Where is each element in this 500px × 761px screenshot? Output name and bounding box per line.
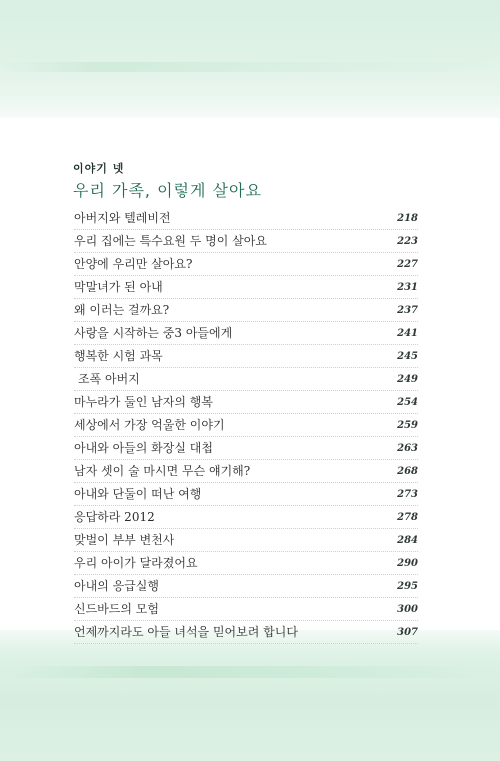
toc-entry-title: 신드바드의 모험 — [74, 601, 159, 616]
toc-entry-page: 307 — [397, 626, 418, 638]
toc-entry-title: 아버지와 텔레비전 — [74, 210, 171, 225]
toc-entry-title: 마누라가 둘인 남자의 행복 — [74, 394, 213, 409]
toc-entry-page: 227 — [397, 258, 418, 270]
toc-entry-title: 행복한 시험 과목 — [74, 348, 163, 363]
toc-entry-page: 218 — [397, 212, 418, 224]
toc-entry-page: 223 — [397, 235, 418, 247]
chapter-title: 우리 가족, 이렇게 살아요 — [73, 181, 262, 200]
toc-entry-page: 290 — [397, 557, 418, 569]
toc-entry[interactable] — [74, 368, 418, 391]
toc-entry[interactable] — [74, 414, 418, 437]
toc-entry-page: 241 — [397, 327, 418, 339]
toc-entry-title: 왜 이러는 걸까요? — [74, 302, 170, 317]
toc-entry-title: 언제까지라도 아들 녀석을 믿어보려 합니다 — [74, 624, 298, 639]
toc-entry[interactable] — [74, 207, 418, 230]
toc-entry[interactable] — [74, 506, 418, 529]
toc-entry-page: 295 — [397, 580, 418, 592]
toc-entry-title: 응답하라 2012 — [74, 509, 155, 524]
toc-entry[interactable] — [74, 552, 418, 575]
toc-entry-title: 맞벌이 부부 변천사 — [74, 532, 175, 547]
toc-entry-title: 막말녀가 된 아내 — [74, 279, 163, 294]
toc-entry[interactable] — [74, 575, 418, 598]
toc-entry[interactable] — [74, 322, 418, 345]
toc-entry-page: 278 — [397, 511, 418, 523]
bottom-decorative-band — [0, 630, 500, 761]
toc-entry[interactable] — [74, 253, 418, 276]
toc-entry-title: 우리 집에는 특수요원 두 명이 살아요 — [74, 233, 267, 248]
toc-entry-title: 우리 아이가 달라졌어요 — [74, 555, 198, 570]
toc-entry[interactable] — [74, 276, 418, 299]
toc-entry-page: 263 — [397, 442, 418, 454]
toc-entry[interactable] — [74, 299, 418, 322]
toc-entry-title: 남자 셋이 술 마시면 무슨 얘기해? — [74, 463, 251, 478]
toc-entry-title: 아내와 아들의 화장실 대첩 — [74, 440, 213, 455]
toc-entry-title: 조폭 아버지 — [78, 371, 140, 386]
toc-entry-title: 세상에서 가장 억울한 이야기 — [74, 417, 225, 432]
toc-entry[interactable] — [74, 529, 418, 552]
toc-entry[interactable] — [74, 621, 418, 644]
toc-entry[interactable] — [74, 437, 418, 460]
part-label: 이야기 넷 — [73, 162, 125, 175]
toc-entry-page: 249 — [397, 373, 418, 385]
toc-entry-page: 273 — [397, 488, 418, 500]
toc-entry-title: 아내와 단둘이 떠난 여행 — [74, 486, 202, 501]
toc-entry[interactable] — [74, 483, 418, 506]
toc-entry-page: 231 — [397, 281, 418, 293]
toc-entry-title: 안양에 우리만 살아요? — [74, 256, 193, 271]
toc-entry[interactable] — [74, 391, 418, 414]
toc-entry[interactable] — [74, 345, 418, 368]
toc-entry-page: 245 — [397, 350, 418, 362]
toc-entry[interactable] — [74, 598, 418, 621]
toc-entry-page: 268 — [397, 465, 418, 477]
toc-entry-page: 259 — [397, 419, 418, 431]
toc-entry-title: 사랑을 시작하는 중3 아들에게 — [74, 325, 233, 340]
toc-entry-page: 254 — [397, 396, 418, 408]
toc-entry[interactable] — [74, 460, 418, 483]
toc-entry-page: 237 — [397, 304, 418, 316]
toc-entry-page: 300 — [397, 603, 418, 615]
toc-entry[interactable] — [74, 230, 418, 253]
toc-entry-page: 284 — [397, 534, 418, 546]
toc-entry-title: 아내의 응급실행 — [74, 578, 159, 593]
top-decorative-band — [0, 0, 500, 118]
table-of-contents — [74, 207, 418, 644]
